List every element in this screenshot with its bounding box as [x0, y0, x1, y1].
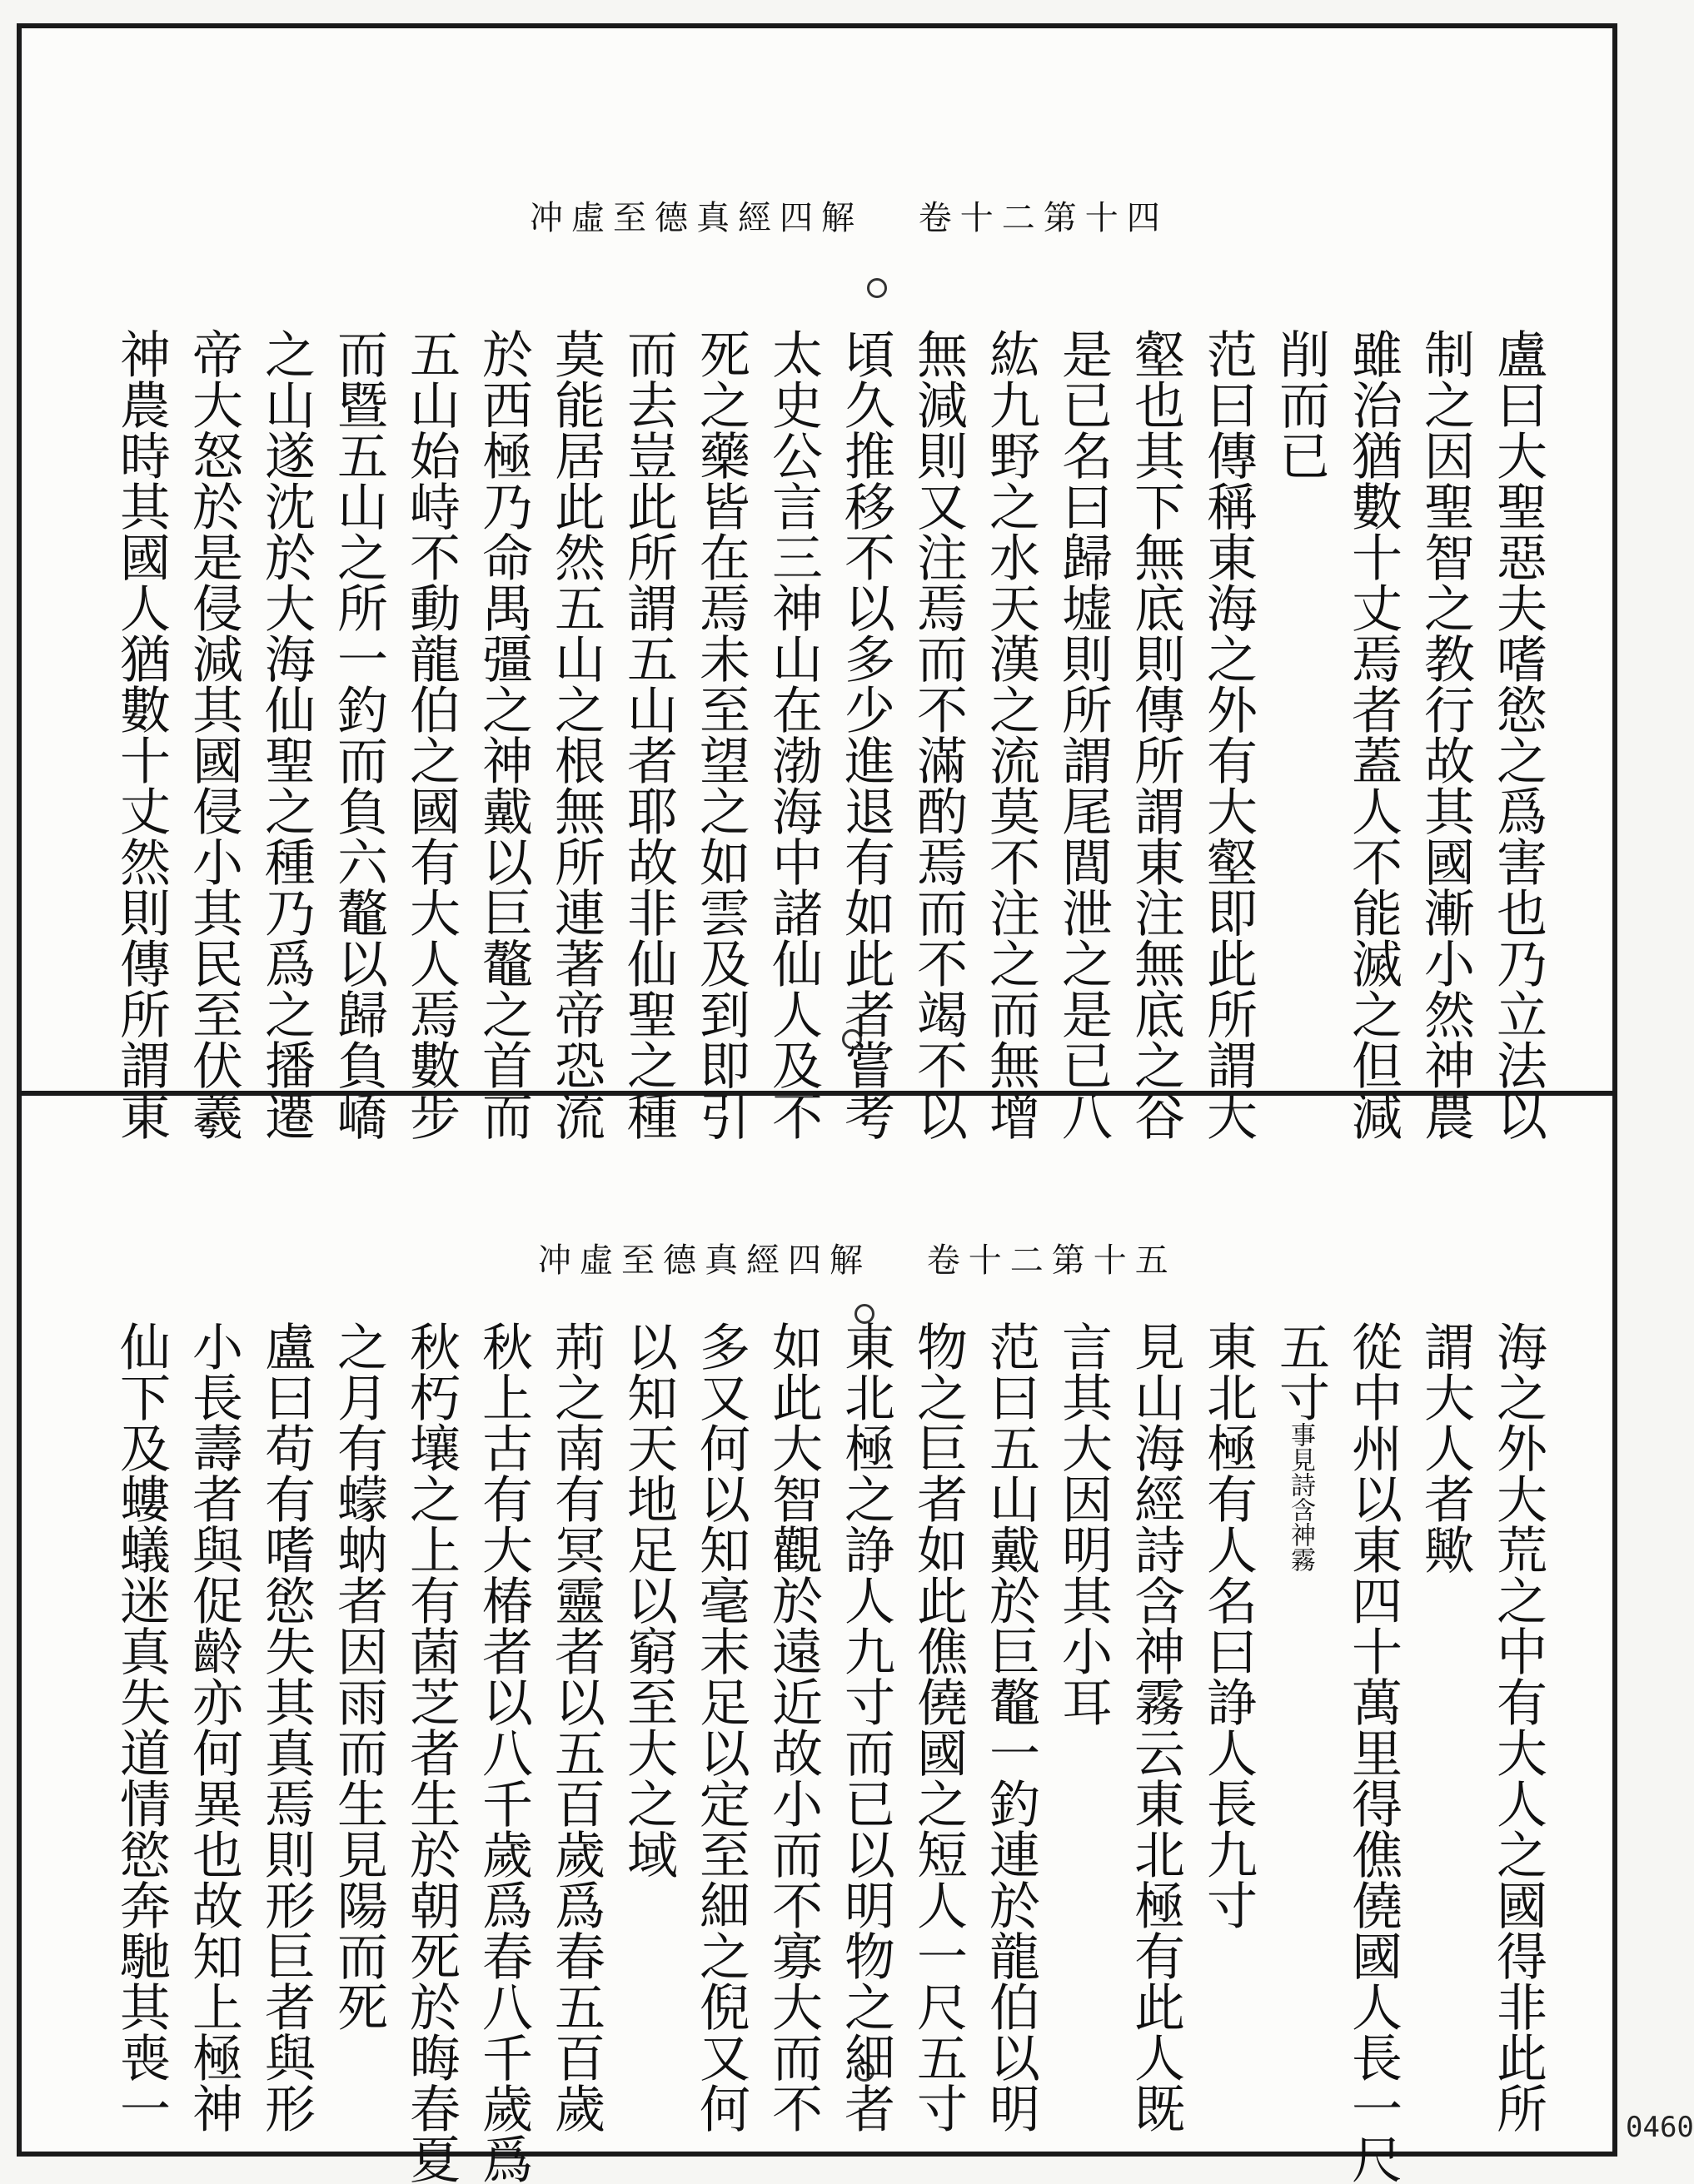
page-bottom — [22, 1091, 1612, 2184]
text-column: 之山遂沈於大海仙聖之種乃爲之播遷 — [257, 328, 316, 1141]
text-column: 物之巨者如此僬僥國之短人一尺五寸 — [909, 1321, 968, 2133]
text-column: 制之因聖智之教行故其國漸小然神農 — [1416, 328, 1475, 1141]
text-column — [1264, 1321, 1337, 2120]
text-column: 壑也其下無底則傳所謂東注無底之谷 — [1126, 328, 1185, 1141]
header-title: 冲虛至德真經四解 — [530, 199, 863, 237]
text-column: 見山海經詩含神霧云東北極有此人既 — [1126, 1321, 1185, 2133]
text-column: 是已名曰歸墟則所謂尾閭泄之是已八 — [1054, 328, 1113, 1141]
page-header-top — [530, 192, 1196, 239]
header-juan: 卷十二第十四 — [918, 199, 1168, 237]
text-column: 之月有蠓蚋者因雨而生見陽而死 — [329, 1321, 388, 2032]
text-column: 五山始峙不動龍伯之國有大人焉數步 — [401, 328, 461, 1141]
text-column: 而暨五山之所一釣而負六鼇以歸負嶠 — [329, 328, 388, 1141]
text-column-main: 五寸 — [1271, 1321, 1330, 1422]
page-frame — [17, 23, 1617, 2184]
text-column: 太史公言三神山在渤海中諸仙人及不 — [764, 328, 823, 1141]
text-column: 帝大怒於是侵減其國侵小其民至伏羲 — [184, 328, 243, 1141]
inline-annotation: 事見詩含神霧 — [1286, 1422, 1315, 1572]
text-columns-top — [105, 328, 1554, 1141]
page-top — [22, 28, 1612, 1141]
text-column: 雖治猶數十丈焉者蓋人不能滅之但減 — [1343, 328, 1403, 1141]
text-column: 削而已 — [1271, 328, 1330, 480]
text-column: 盧曰大聖惡夫嗜慾之爲害也乃立法以 — [1488, 328, 1547, 1141]
text-column: 言其大因明其小耳 — [1054, 1321, 1113, 1727]
text-column: 秋上古有大椿者以八千歲爲春八千歲爲 — [474, 1321, 533, 2184]
text-column: 東北極之諍人九寸而已以明物之細者 — [836, 1321, 895, 2133]
text-column: 神農時其國人猶數十丈然則傳所謂東 — [112, 328, 171, 1141]
page-number: 0460 — [1626, 2111, 1694, 2144]
text-columns-bottom — [105, 1321, 1554, 2184]
text-column: 頃久推移不以多少進退有如此者嘗考 — [836, 328, 895, 1141]
page-header-bottom — [538, 1234, 1204, 1281]
text-column: 紘九野之水天漢之流莫不注之而無增 — [981, 328, 1040, 1141]
text-column: 從中州以東四十萬里得僬僥國人長一尺 — [1343, 1321, 1403, 2184]
text-column: 無減則又注焉而不滿酌焉而不竭不以 — [909, 328, 968, 1141]
header-title: 冲虛至德真經四解 — [538, 1241, 871, 1280]
circle-mark — [867, 278, 887, 298]
text-column: 如此大智觀於遠近故小而不寡大而不 — [764, 1321, 823, 2133]
text-column: 於西極乃命禺彊之神戴以巨鼇之首而 — [474, 328, 533, 1141]
text-column: 盧曰苟有嗜慾失其真焉則形巨者與形 — [257, 1321, 316, 2133]
text-column: 謂大人者歟 — [1416, 1321, 1475, 1575]
text-column: 秋朽壤之上有菌芝者生於朝死於晦春夏 — [401, 1321, 461, 2184]
text-column: 海之外大荒之中有大人之國得非此所 — [1488, 1321, 1547, 2133]
text-column: 小長壽者與促齡亦何異也故知上極神 — [184, 1321, 243, 2133]
text-column: 荊之南有冥靈者以五百歲爲春五百歲 — [546, 1321, 605, 2133]
text-column: 以知天地足以窮至大之域 — [619, 1321, 678, 1879]
text-column: 范曰傳稱東海之外有大壑即此所謂大 — [1198, 328, 1258, 1141]
text-column: 仙下及螻蟻迷真失道情慾奔馳其喪一 — [112, 1321, 171, 2133]
header-juan: 卷十二第十五 — [926, 1241, 1177, 1280]
text-column: 范曰五山戴於巨鼇一釣連於龍伯以明 — [981, 1321, 1040, 2133]
text-column: 死之藥皆在焉未至望之如雲及到即引 — [691, 328, 750, 1141]
text-column: 東北極有人名曰諍人長九寸 — [1198, 1321, 1258, 1930]
text-column: 多又何以知毫末足以定至細之倪又何 — [691, 1321, 750, 2133]
text-column: 莫能居此然五山之根無所連著帝恐流 — [546, 328, 605, 1141]
text-column: 而去豈此所謂五山者耶故非仙聖之種 — [619, 328, 678, 1141]
